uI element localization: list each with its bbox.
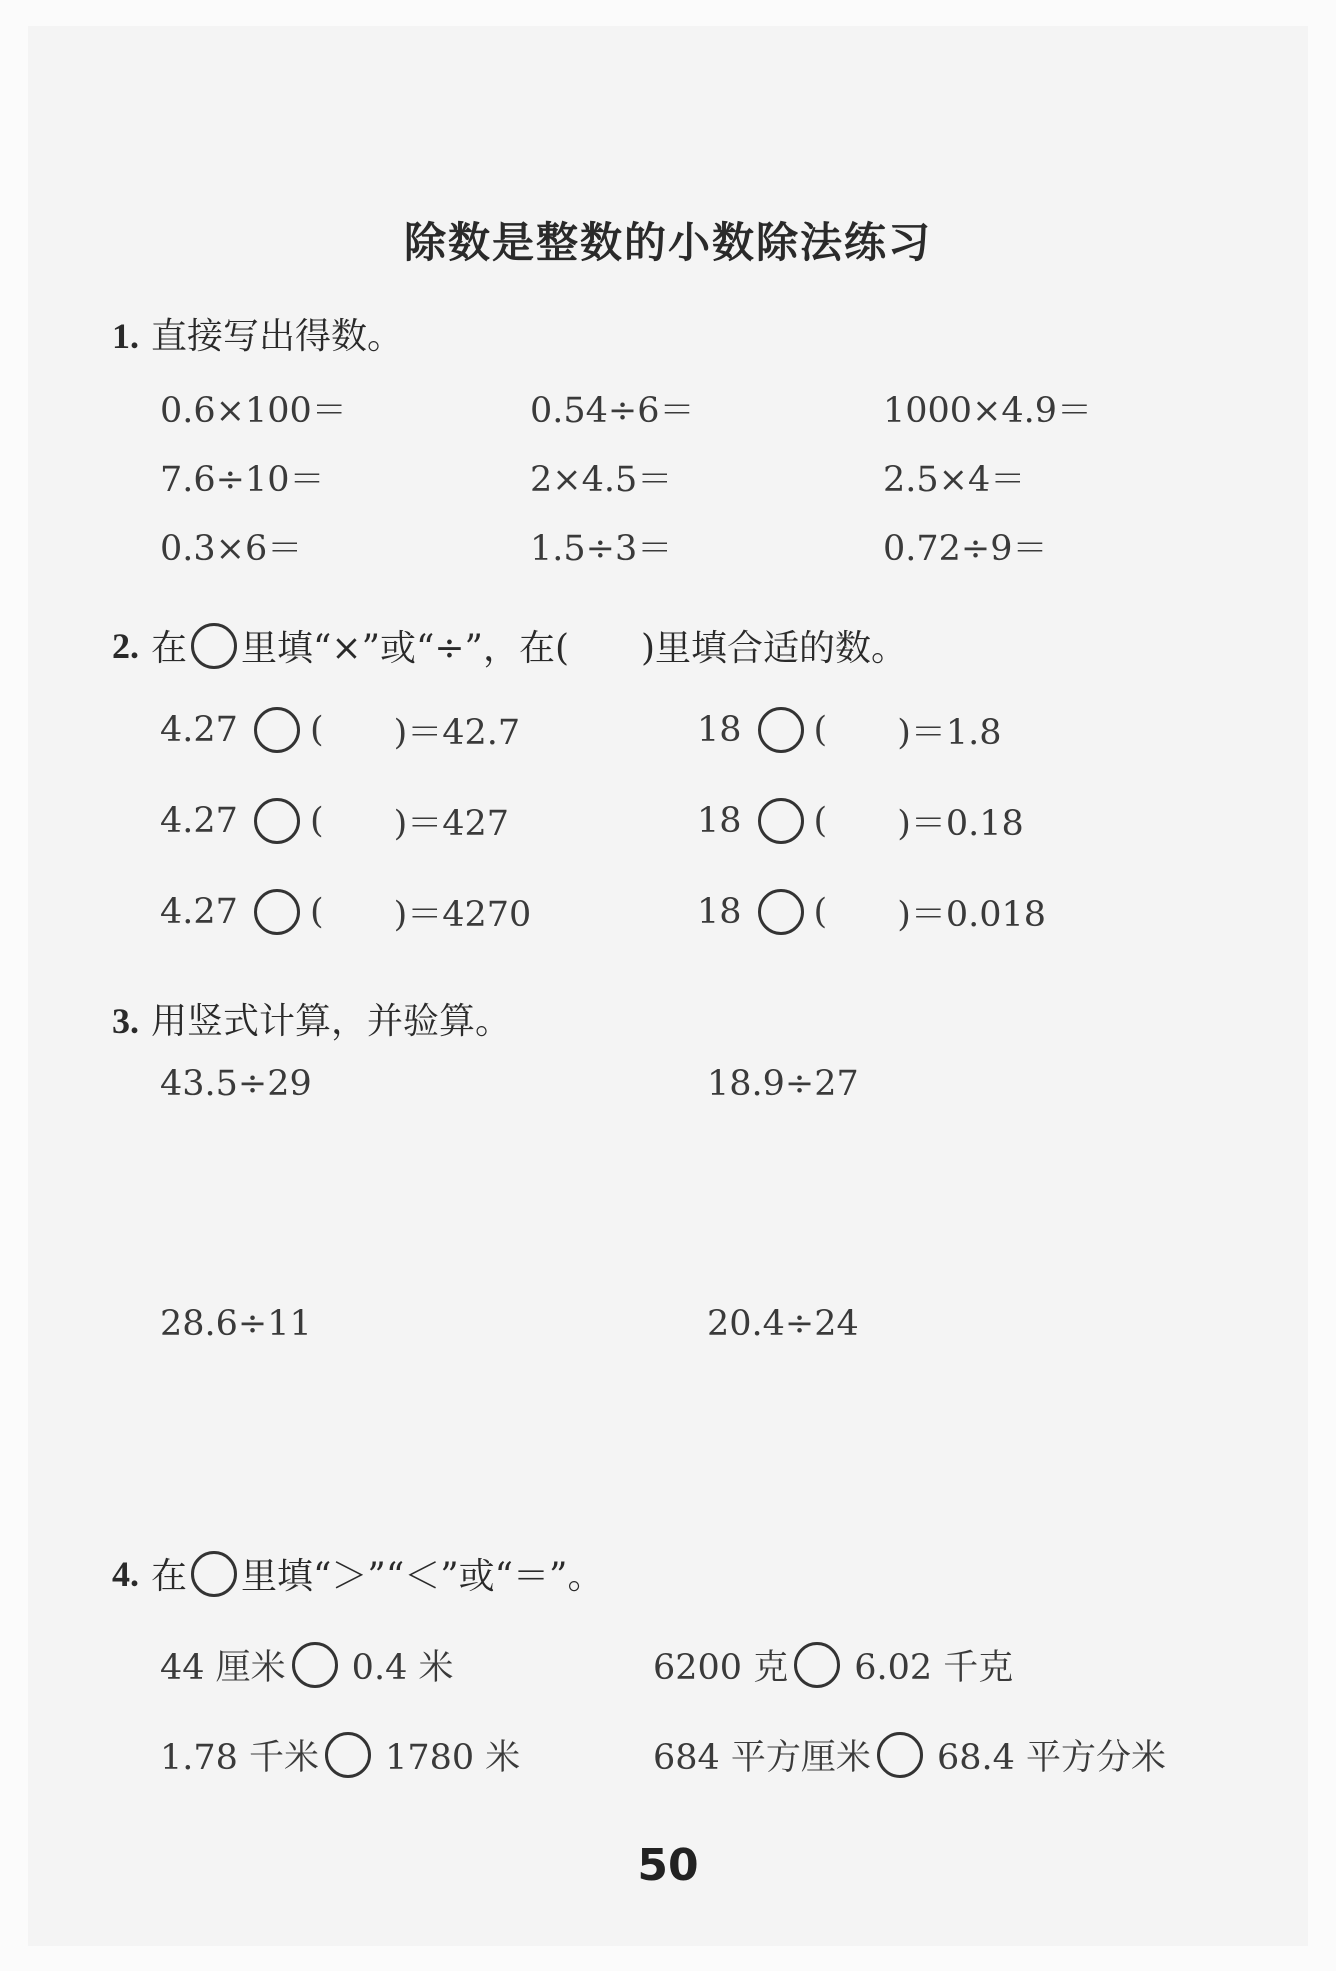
operator-circle[interactable] (758, 707, 804, 753)
open-paren: ( (813, 710, 828, 750)
right-quantity: 6.02 千克 (854, 1648, 1014, 1688)
number: 18 (697, 892, 742, 932)
operator-circle[interactable] (254, 798, 300, 844)
answer-circle-icon (191, 623, 237, 669)
q1-item: 7.6÷10＝ (160, 460, 325, 500)
result: )＝4270 (393, 895, 532, 935)
result: )＝1.8 (897, 713, 1002, 753)
question-3-heading (112, 993, 511, 1044)
answer-circle-icon (191, 1551, 237, 1597)
result: )＝0.18 (897, 804, 1024, 844)
right-quantity: 68.4 平方分米 (936, 1738, 1166, 1778)
result: )＝0.018 (897, 895, 1047, 935)
result: )＝42.7 (393, 713, 521, 753)
question-text: 在 (151, 1556, 188, 1597)
open-paren: ( (309, 892, 324, 932)
q1-item: 0.72÷9＝ (883, 529, 1048, 569)
q1-item: 0.3×6＝ (160, 529, 303, 569)
question-text: 用竖式计算，并验算。 (151, 1001, 512, 1042)
compare-circle[interactable] (325, 1732, 371, 1778)
left-quantity: 1.78 千米 (160, 1738, 320, 1778)
q1-item: 0.6×100＝ (160, 391, 347, 431)
number: 4.27 (160, 892, 238, 932)
q4-compare-row (653, 1640, 1013, 1690)
q3-item: 28.6÷11 (160, 1304, 312, 1344)
question-number: 2. (112, 625, 139, 666)
page-title: 除数是整数的小数除法练习 (403, 218, 932, 267)
q2-right-row (697, 705, 1002, 755)
number: 4.27 (160, 710, 238, 750)
open-paren: ( (813, 801, 828, 841)
open-paren: ( (309, 801, 324, 841)
page-number: 50 (637, 1840, 699, 1891)
result: )＝427 (393, 804, 510, 844)
operator-circle[interactable] (758, 889, 804, 935)
question-number: 1. (112, 316, 139, 356)
number: 18 (697, 710, 742, 750)
q1-item: 1.5÷3＝ (530, 529, 673, 569)
number: 4.27 (160, 801, 238, 841)
operator-circle[interactable] (254, 707, 300, 753)
q4-compare-row (653, 1730, 1166, 1780)
q2-left-row (160, 796, 509, 846)
q3-item: 18.9÷27 (707, 1064, 859, 1104)
operator-circle[interactable] (254, 889, 300, 935)
operator-circle[interactable] (758, 798, 804, 844)
compare-circle[interactable] (794, 1642, 840, 1688)
question-text: 直接写出得数。 (151, 316, 404, 357)
question-text: 在 (151, 628, 188, 669)
q2-left-row (160, 887, 531, 937)
q2-right-row (697, 887, 1046, 937)
open-paren: ( (309, 710, 324, 750)
q3-item: 43.5÷29 (160, 1064, 312, 1104)
question-1-heading (112, 308, 403, 359)
left-quantity: 6200 克 (653, 1648, 789, 1688)
question-number: 4. (112, 1553, 139, 1594)
q4-compare-row (160, 1640, 453, 1690)
right-quantity: 0.4 米 (351, 1648, 454, 1688)
question-2-heading (112, 620, 907, 671)
compare-circle[interactable] (292, 1642, 338, 1688)
q1-item: 2×4.5＝ (530, 460, 673, 500)
q1-item: 1000×4.9＝ (883, 391, 1093, 431)
q1-item: 2.5×4＝ (883, 460, 1026, 500)
q4-compare-row (160, 1730, 520, 1780)
q1-item: 0.54÷6＝ (530, 391, 695, 431)
question-4-heading (112, 1548, 603, 1599)
question-number: 3. (112, 1001, 139, 1041)
question-text: 里填“×”或“÷”，在( )里填合适的数。 (241, 628, 908, 669)
open-paren: ( (813, 892, 828, 932)
question-text: 里填“＞”“＜”或“＝”。 (241, 1556, 604, 1597)
left-quantity: 684 平方厘米 (653, 1738, 871, 1778)
left-quantity: 44 厘米 (160, 1648, 286, 1688)
right-quantity: 1780 米 (385, 1738, 521, 1778)
q2-right-row (697, 796, 1024, 846)
q3-item: 20.4÷24 (707, 1304, 859, 1344)
number: 18 (697, 801, 742, 841)
q2-left-row (160, 705, 520, 755)
compare-circle[interactable] (877, 1732, 923, 1778)
